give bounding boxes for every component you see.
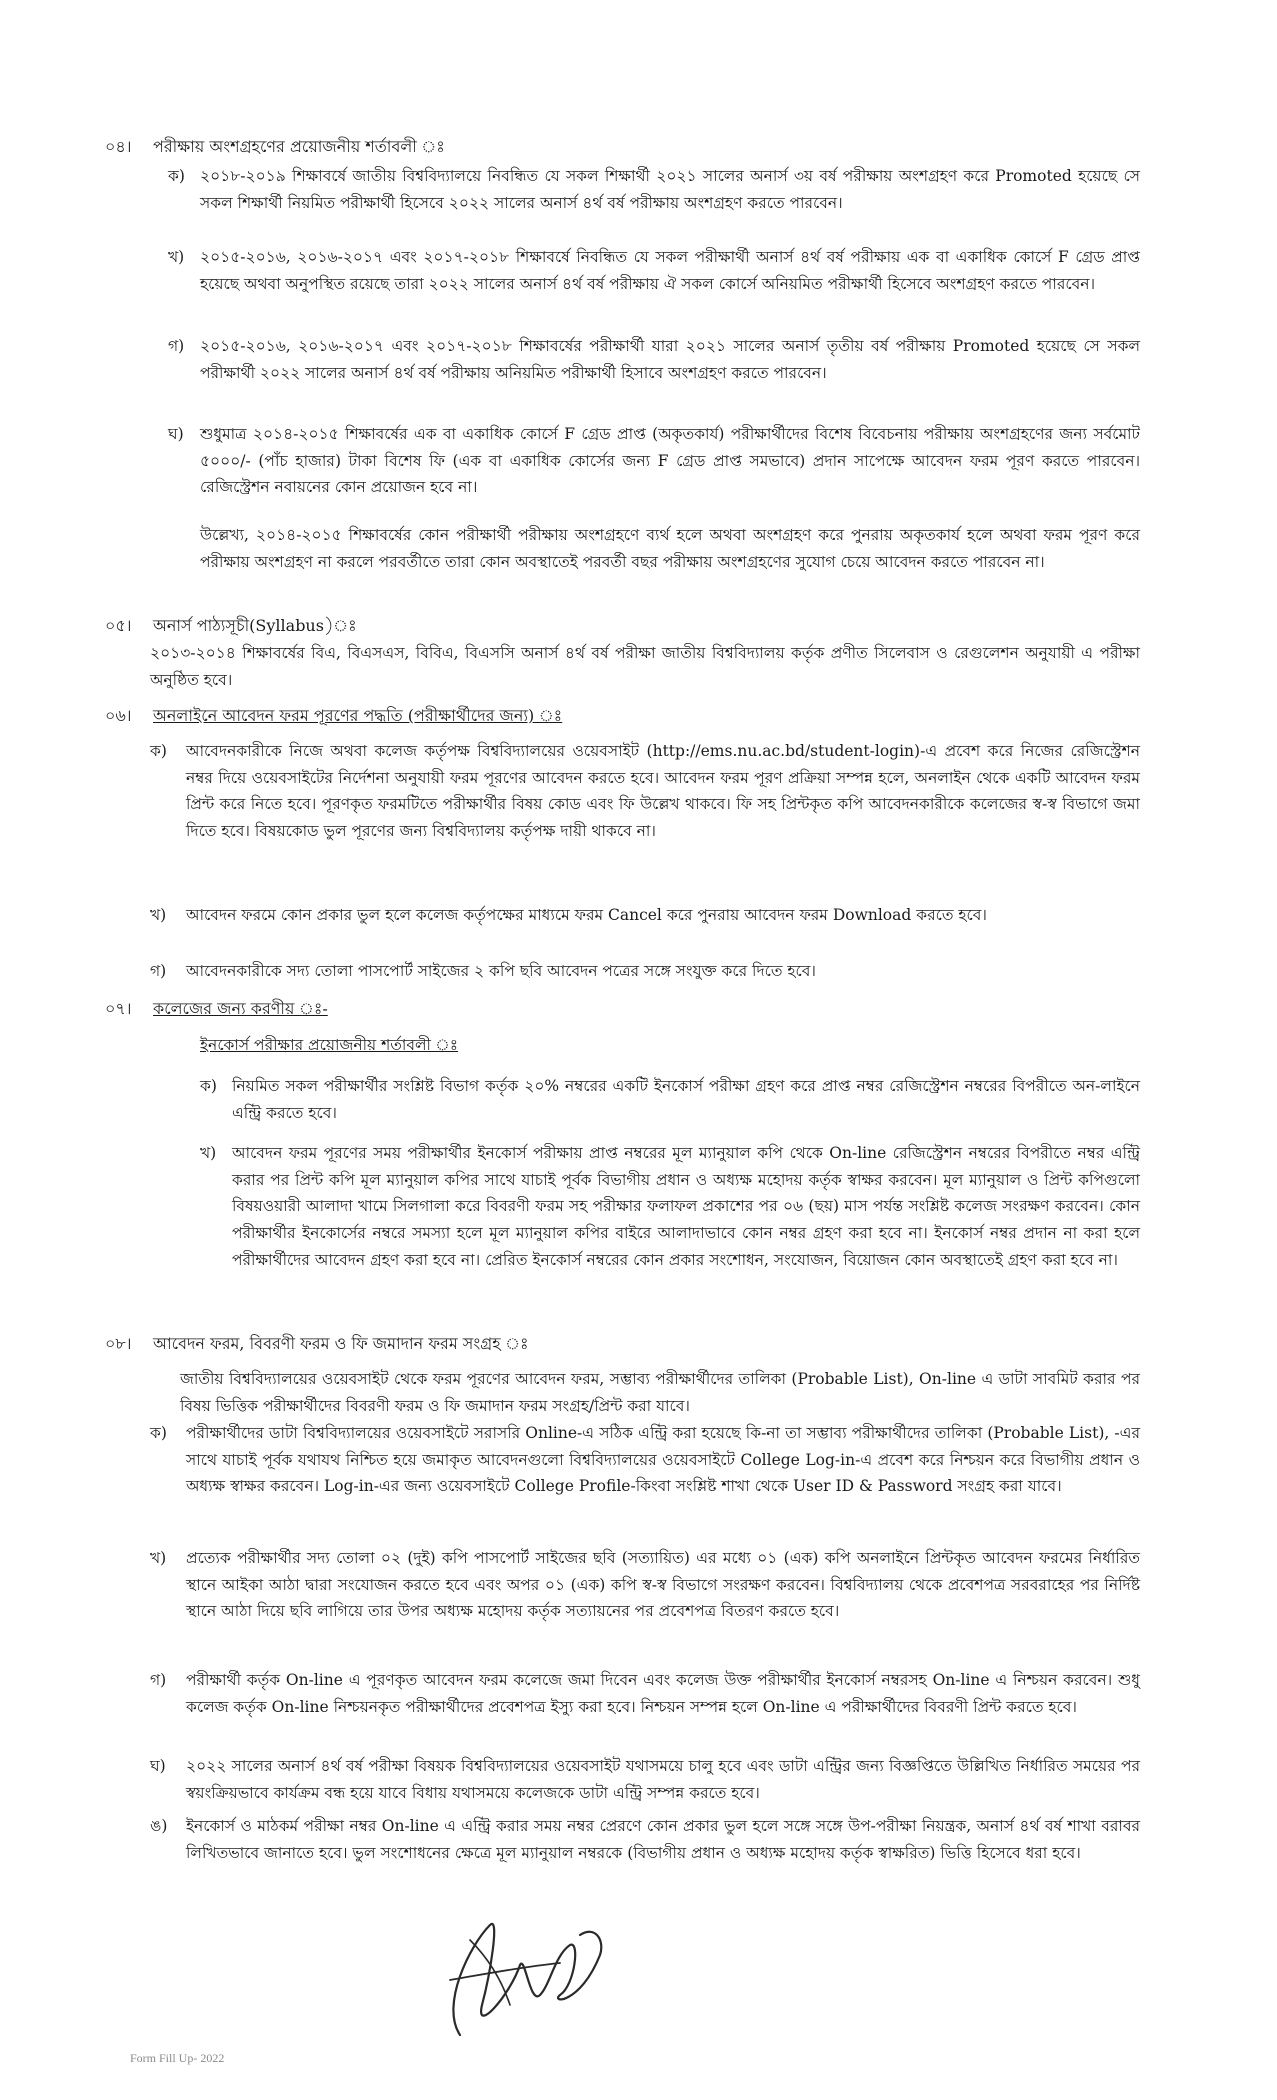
item-text: আবেদনকারীকে সদ্য তোলা পাসপোর্ট সাইজের ২ কপি ছবি আবেদন পত্রের সঙ্গে সংযুক্ত করে দিতে হবে। [186, 962, 816, 980]
item-label: খ) [168, 248, 185, 266]
item-text: ২০২২ সালের অনার্স ৪র্থ বর্ষ পরীক্ষা বিষয়ক বিশ্ববিদ্যালয়ের ওয়েবসাইট যথাসময়ে চালু হবে এবং ডাটা এন্ট্রির জন্য বিজ্ঞপ্তিতে উল্লিখিত নির্ধারিত সময়ের পর স্বয়ংক্রিয়ভাবে কার্যক্রম বন্ধ হয়ে যাবে বিধায় যথাসময়ে কলেজকে ডাটা এন্ট্রি সম্পন্ন করতে হবে। [186, 1757, 1140, 1802]
item-label: ঘ) [168, 425, 184, 443]
item-text: আবেদনকারীকে নিজে অথবা কলেজ কর্তৃপক্ষ বিশ্ববিদ্যালয়ের ওয়েবসাইট (http://ems.nu.ac.bd/student-login)-এ প্রবেশ করে নিজের রেজিস্ট্রেশন নম্বর দিয়ে ওয়েবসাইটের নির্দেশনা অনুযায়ী ফরম পূরণের আবেদন করতে হবে। আবেদন ফরম পূরণ প্রক্রিয়া সম্পন্ন হলে, অনলাইন থেকে একটি আবেদন ফরম প্রিন্ট করে নিতে হবে। পূরণকৃত ফরমটিতে পরীক্ষার্থীর বিষয় কোড এবং ফি উল্লেখ থাকবে। ফি সহ প্রিন্টকৃত কপি আবেদনকারীকে কলেজের স্ব-স্ব বিভাগে জমা দিতে হবে। বিষয়কোড ভুল পূরণের জন্য বিশ্ববিদ্যালয় কর্তৃপক্ষ দায়ী থাকবে না। [186, 742, 1140, 840]
section-number: ০৬। [105, 706, 132, 725]
section-06-heading [105, 702, 562, 730]
item-text: নিয়মিত সকল পরীক্ষার্থীর সংশ্লিষ্ট বিভাগ কর্তৃক ২০% নম্বরের একটি ইনকোর্স পরীক্ষা গ্রহণ করে প্রাপ্ত নম্বর রেজিস্ট্রেশন নম্বরের বিপরীতে অন-লাইনে এন্ট্রি করতে হবে। [232, 1077, 1140, 1122]
item-text: পরীক্ষার্থীদের ডাটা বিশ্ববিদ্যালয়ের ওয়েবসাইটে সরাসরি Online-এ সঠিক এন্ট্রি করা হয়েছে কি-না তা সম্ভাব্য পরীক্ষার্থীদের তালিকা (Probable List), -এর সাথে যাচাই পূর্বক যথাযথ নিশ্চিত হয়ে জমাকৃত আবেদনগুলো বিশ্ববিদ্যালয়ের ওয়েবসাইটে College Log-in-এ প্রবেশ করে নিশ্চয়ন করে বিভাগীয় প্রধান ও অধ্যক্ষ স্বাক্ষর করবেন। Log-in-এর জন্য ওয়েবসাইটে College Profile-কিংবা সংশ্লিষ্ট শাখা থেকে User ID & Password সংগ্রহ করা যাবে। [186, 1424, 1140, 1496]
item-label: গ) [150, 1671, 167, 1689]
section-number: ০৪। [105, 137, 132, 156]
item-label: ক) [200, 1077, 217, 1095]
item-label: গ) [168, 337, 185, 355]
section-number: ০৭। [105, 999, 132, 1018]
item-label: খ) [200, 1144, 217, 1162]
s05-text: ২০১৩-২০১৪ শিক্ষাবর্ষের বিএ, বিএসএস, বিবিএ, বিএসসি অনার্স ৪র্থ বর্ষ পরীক্ষা জাতীয় বিশ্ববিদ্যালয় কর্তৃক প্রণীত সিলেবাস ও রেগুলেশন অনুযায়ী এ পরীক্ষা অনুষ্ঠিত হবে। [150, 644, 1140, 689]
section-number: ০৫। [105, 616, 132, 635]
section-08-heading [105, 1330, 529, 1358]
section-05-heading [105, 612, 357, 640]
item-text: আবেদন ফরমে কোন প্রকার ভুল হলে কলেজ কর্তৃপক্ষের মাধ্যমে ফরম Cancel করে পুনরায় আবেদন ফরম Download করতে হবে। [186, 906, 987, 924]
item-label: ঙ) [150, 1817, 168, 1835]
item-text: ২০১৫-২০১৬, ২০১৬-২০১৭ এবং ২০১৭-২০১৮ শিক্ষাবর্ষের পরীক্ষার্থী যারা ২০২১ সালের অনার্স তৃতীয় বর্ষ পরীক্ষায় Promoted হয়েছে সে সকল পরীক্ষার্থী ২০২২ সালের অনার্স ৪র্থ বর্ষ পরীক্ষায় অনিয়মিত পরীক্ষার্থী হিসাবে অংশগ্রহণ করতে পারবেন। [200, 337, 1140, 382]
footer-label: Form Fill Up- 2022 [130, 2051, 225, 2065]
item-label: গ) [150, 962, 167, 980]
section-title: আবেদন ফরম, বিবরণী ফরম ও ফি জমাদান ফরম সংগ্রহ ঃ [153, 1334, 529, 1353]
s07-subtitle: ইনকোর্স পরীক্ষার প্রয়োজনীয় শর্তাবলী ঃ [200, 1036, 459, 1054]
section-title: অনার্স পাঠ্যসূচী(Syllabus)ঃ [153, 616, 357, 635]
item-text: পরীক্ষার্থী কর্তৃক On-line এ পূরণকৃত আবেদন ফরম কলেজে জমা দিবেন এবং কলেজ উক্ত পরীক্ষার্থীর ইনকোর্স নম্বরসহ On-line এ নিশ্চয়ন করবেন। শুধু কলেজ কর্তৃক On-line নিশ্চয়নকৃত পরীক্ষার্থীদের প্রবেশপত্র ইস্যু করা হবে। নিশ্চয়ন সম্পন্ন হলে On-line এ পরীক্ষার্থীদের বিবরণী প্রিন্ট করতে হবে। [186, 1671, 1140, 1716]
item-label: খ) [150, 906, 167, 924]
item-label: ক) [168, 167, 185, 185]
s08-intro: জাতীয় বিশ্ববিদ্যালয়ের ওয়েবসাইট থেকে ফরম পূরণের আবেদন ফরম, সম্ভাব্য পরীক্ষার্থীদের তালিকা (Probable List), On-line এ ডাটা সাবমিট করার পর বিষয় ভিত্তিক পরীক্ষার্থীদের বিবরণী ফরম ও ফি জমাদান ফরম সংগ্রহ/প্রিন্ট করা যাবে। [180, 1370, 1140, 1415]
section-07-heading [105, 995, 328, 1023]
item-text: প্রত্যেক পরীক্ষার্থীর সদ্য তোলা ০২ (দুই) কপি পাসপোর্ট সাইজের ছবি (সত্যায়িত) এর মধ্যে ০১ (এক) কপি অনলাইনে প্রিন্টকৃত আবেদন ফরমের নির্ধারিত স্থানে আইকা আঠা দ্বারা সংযোজন করতে হবে এবং অপর ০১ (এক) কপি স্ব-স্ব বিভাগে সংরক্ষণ করবেন। বিশ্ববিদ্যালয় থেকে প্রবেশপত্র সরবরাহের পর নির্দিষ্ট স্থানে আঠা দিয়ে ছবি লাগিয়ে তার উপর অধ্যক্ষ মহোদয় কর্তৃক সত্যায়নের পর প্রবেশপত্র বিতরণ করতে হবে। [186, 1549, 1140, 1621]
signature-icon [430, 1885, 630, 2055]
item-text: ২০১৮-২০১৯ শিক্ষাবর্ষে জাতীয় বিশ্ববিদ্যালয়ে নিবন্ধিত যে সকল শিক্ষার্থী ২০২১ সালের অনার্স ৩য় বর্ষ পরীক্ষায় অংশগ্রহণ করে Promoted হয়েছে সে সকল শিক্ষার্থী নিয়মিত পরীক্ষার্থী হিসেবে ২০২২ সালের অনার্স ৪র্থ বর্ষ পরীক্ষায় অংশগ্রহণ করতে পারবেন। [200, 167, 1140, 212]
item-label: খ) [150, 1549, 167, 1567]
section-04-heading [105, 133, 445, 161]
section-title: অনলাইনে আবেদন ফরম পূরণের পদ্ধতি (পরীক্ষার্থীদের জন্য) ঃ [153, 706, 563, 725]
item-text: আবেদন ফরম পূরণের সময় পরীক্ষার্থীর ইনকোর্স পরীক্ষায় প্রাপ্ত নম্বরের মূল ম্যানুয়াল কপি থেকে On-line রেজিস্ট্রেশন নম্বরের বিপরীতে নম্বর এন্ট্রি করার পর প্রিন্ট কপি মূল ম্যানুয়াল কপির সাথে যাচাই পূর্বক বিভাগীয় প্রধান ও অধ্যক্ষ মহোদয় কর্তৃক স্বাক্ষর করবেন। মূল ম্যানুয়াল ও প্রিন্ট কপিগুলো বিষয়ওয়ারী আলাদা খামে সিলগালা করে বিবরণী ফরম সহ পরীক্ষার ফলাফল প্রকাশের পর ০৬ (ছয়) মাস পর্যন্ত সংশ্লিষ্ট কলেজ সংরক্ষণ করবেন। কোন পরীক্ষার্থীর ইনকোর্সের নম্বরে সমস্যা হলে মূল ম্যানুয়াল কপির বাইরে আলাদাভাবে কোন নম্বর গ্রহণ করা হবে না। ইনকোর্স নম্বর প্রদান না করা হলে পরীক্ষার্থীদের আবেদন গ্রহণ করা হবে না। প্রেরিত ইনকোর্স নম্বরের কোন প্রকার সংশোধন, সংযোজন, বিয়োজন কোন অবস্থাতেই গ্রহণ করা হবে না। [232, 1144, 1140, 1269]
section-title: কলেজের জন্য করণীয় ঃ- [153, 999, 328, 1018]
item-label: ক) [150, 1424, 167, 1442]
item-text: ২০১৫-২০১৬, ২০১৬-২০১৭ এবং ২০১৭-২০১৮ শিক্ষাবর্ষে নিবন্ধিত যে সকল পরীক্ষার্থী অনার্স ৪র্থ বর্ষ পরীক্ষায় এক বা একাধিক কোর্সে F গ্রেড প্রাপ্ত হয়েছে অথবা অনুপস্থিত রয়েছে তারা ২০২২ সালের অনার্স ৪র্থ বর্ষ পরীক্ষায় ঐ সকল কোর্সে অনিয়মিত পরীক্ষার্থী হিসেবে অংশগ্রহণ করতে পারবেন। [200, 248, 1140, 293]
item-text: শুধুমাত্র ২০১৪-২০১৫ শিক্ষাবর্ষের এক বা একাধিক কোর্সে F গ্রেড প্রাপ্ত (অকৃতকার্য) পরীক্ষার্থীদের বিশেষ বিবেচনায় পরীক্ষায় অংশগ্রহণের জন্য সর্বমোট ৫০০০/- (পাঁচ হাজার) টাকা বিশেষ ফি (এক বা একাধিক কোর্সের জন্য F গ্রেড প্রাপ্ত সমভাবে) প্রদান সাপেক্ষে আবেদন ফরম পূরণ করতে পারবেন। রেজিস্ট্রেশন নবায়নের কোন প্রয়োজন হবে না। [200, 425, 1140, 497]
s04-note: উল্লেখ্য, ২০১৪-২০১৫ শিক্ষাবর্ষের কোন পরীক্ষার্থী পরীক্ষায় অংশগ্রহণে ব্যর্থ হলে অথবা অংশগ্রহণ করে পুনরায় অকৃতকার্য হলে অথবা ফরম পূরণ করে পরীক্ষায় অংশগ্রহণ না করলে পরবর্তীতে তারা কোন অবস্থাতেই পরবর্তী বছর পরীক্ষায় অংশগ্রহণের সুযোগ চেয়ে আবেদন করতে পারবেন না। [200, 526, 1140, 571]
section-number: ০৮। [105, 1334, 132, 1353]
section-title: পরীক্ষায় অংশগ্রহণের প্রয়োজনীয় শর্তাবলী ঃ [153, 137, 445, 156]
item-text: ইনকোর্স ও মাঠকর্ম পরীক্ষা নম্বর On-line এ এন্ট্রি করার সময় নম্বর প্রেরণে কোন প্রকার ভুল হলে সঙ্গে সঙ্গে উপ-পরীক্ষা নিয়ন্ত্রক, অনার্স ৪র্থ বর্ষ শাখা বরাবর লিখিতভাবে জানাতে হবে। ভুল সংশোধনের ক্ষেত্রে মূল ম্যানুয়াল নম্বরকে (বিভাগীয় প্রধান ও অধ্যক্ষ মহোদয় কর্তৃক স্বাক্ষরিত) ভিত্তি হিসেবে ধরা হবে। [186, 1817, 1140, 1862]
item-label: ক) [150, 742, 167, 760]
item-label: ঘ) [150, 1757, 166, 1775]
